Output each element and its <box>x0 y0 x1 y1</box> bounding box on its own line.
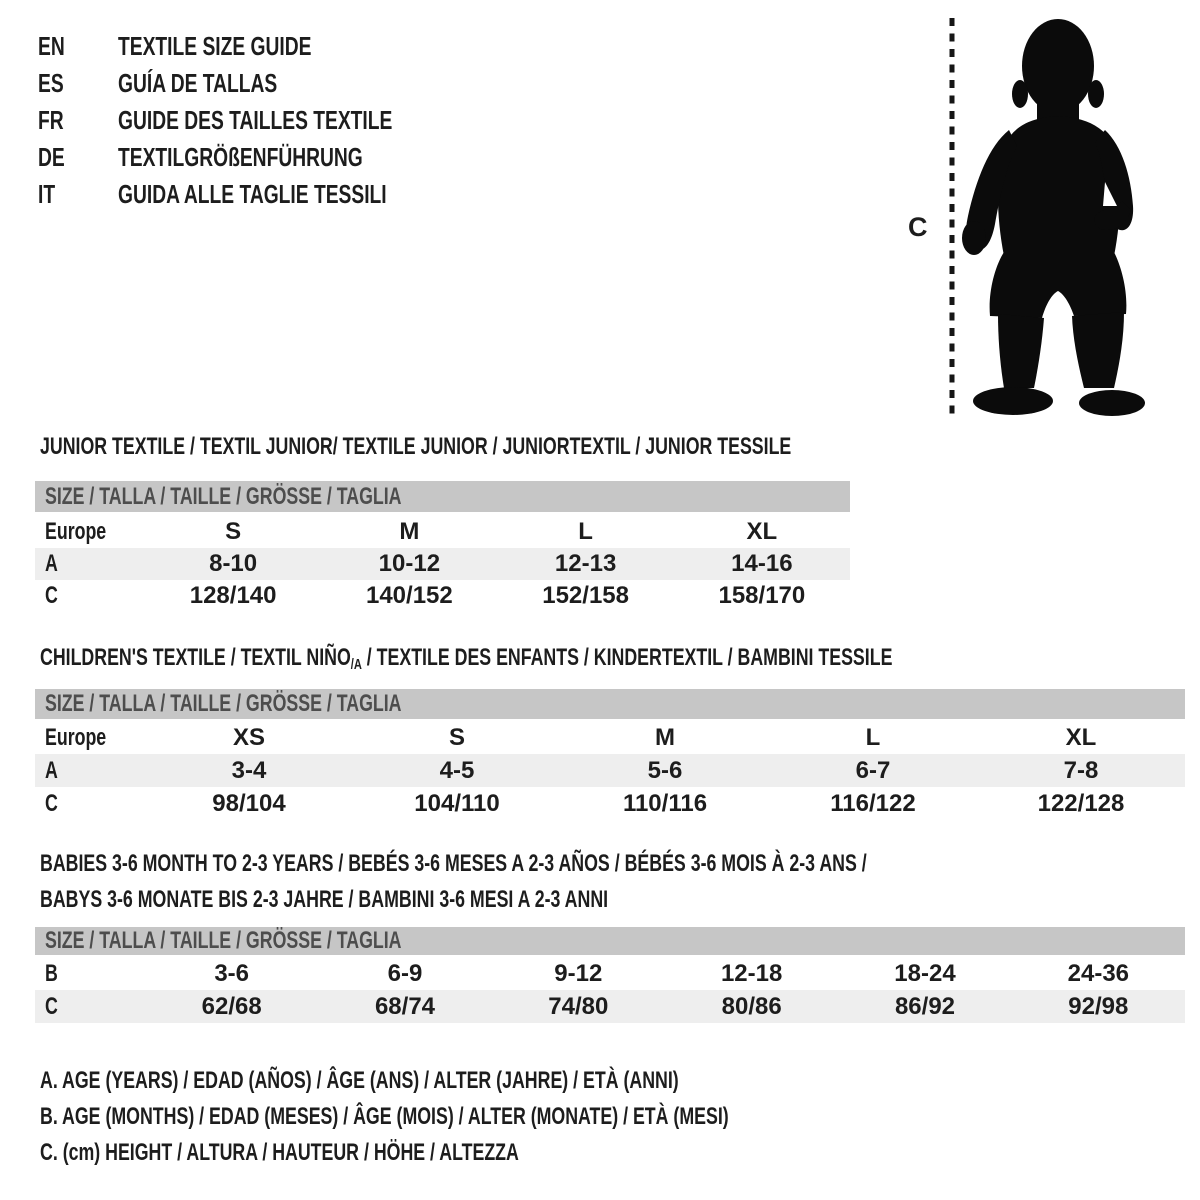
value-cell: S <box>448 723 465 751</box>
value-cell: 14-16 <box>731 550 793 577</box>
value-cell: 110/116 <box>622 789 708 817</box>
row-label-cell: C <box>45 789 58 817</box>
table-row <box>35 990 1185 1023</box>
babies-size-header-bar: SIZE / TALLA / TAILLE / GRÖSSE / TAGLIA <box>35 927 1185 955</box>
lang-row-de <box>38 139 489 176</box>
value-cell: 74/80 <box>548 992 609 1020</box>
value-cell: XL <box>746 518 778 545</box>
value-cell: 140/152 <box>365 582 453 609</box>
figure-height-label: C <box>908 212 928 242</box>
legend-line-a: A. AGE (YEARS) / EDAD (AÑOS) / ÂGE (ANS) / ALTER (JAHRE) / ETÀ (ANNI) <box>40 1067 679 1094</box>
value-cell: 12-18 <box>720 959 783 987</box>
table-row <box>35 787 1185 820</box>
value-cell: 104/110 <box>414 789 500 817</box>
value-cell: M <box>655 723 675 751</box>
value-cell: S <box>225 518 242 545</box>
lang-code: ES <box>38 68 64 98</box>
junior-section-title: JUNIOR TEXTILE / TEXTIL JUNIOR/ TEXTILE JUNIOR / JUNIORTEXTIL / JUNIOR TESSILE <box>40 433 792 460</box>
lang-code: FR <box>38 105 64 135</box>
row-label-cell: Europe <box>45 518 107 545</box>
legend-line-c: C. (cm) HEIGHT / ALTURA / HAUTEUR / HÖHE / ALTEZZA <box>40 1139 519 1166</box>
value-cell: 4-5 <box>439 756 475 784</box>
value-cell: XS <box>232 723 265 751</box>
row-label-cell: A <box>45 756 58 784</box>
value-cell: 18-24 <box>894 959 956 987</box>
babies-section-title: BABIES 3-6 MONTH TO 2-3 YEARS / BEBÉS 3-6 MESES A 2-3 AÑOS / BÉBÉS 3-6 MOIS À 2-3 ANS / BABYS 3-6 MONATE BIS 2-3 JAHRE / BAMBINI 3-6 MESI A 2-3 ANNI <box>40 850 867 913</box>
legend-line-b: B. AGE (MONTHS) / EDAD (MESES) / ÂGE (MOIS) / ALTER (MONATE) / ETÀ (MESI) <box>40 1103 729 1130</box>
junior-size-table <box>35 516 850 612</box>
value-cell: 3-4 <box>231 756 267 784</box>
value-cell: 128/140 <box>189 582 277 609</box>
table-row <box>35 516 850 548</box>
babies-size-table <box>35 957 1185 1023</box>
lang-row-it <box>38 176 489 213</box>
toddler-silhouette-icon <box>945 14 1145 424</box>
table-row <box>35 580 850 612</box>
value-cell: 24-36 <box>1067 959 1130 987</box>
lang-row-en <box>38 28 489 65</box>
value-cell: 62/68 <box>201 992 262 1020</box>
junior-size-header-bar: SIZE / TALLA / TAILLE / GRÖSSE / TAGLIA <box>35 481 850 512</box>
language-title-block <box>38 28 489 213</box>
children-size-table <box>35 721 1185 820</box>
lang-label: TEXTILE SIZE GUIDE <box>118 31 312 61</box>
value-cell: 8-10 <box>209 550 258 577</box>
lang-label: GUIDA ALLE TAGLIE TESSILI <box>118 179 387 209</box>
value-cell: 6-9 <box>387 959 423 987</box>
value-cell: 7-8 <box>1063 756 1099 784</box>
value-cell: 92/98 <box>1068 992 1129 1020</box>
value-cell: 10-12 <box>378 550 441 577</box>
value-cell: 116/122 <box>830 789 916 817</box>
value-cell: 9-12 <box>554 959 603 987</box>
row-label-cell: C <box>45 992 58 1020</box>
value-cell: 86/92 <box>894 992 956 1020</box>
lang-label: TEXTILGRÖßENFÜHRUNG <box>118 142 363 172</box>
value-cell: XL <box>1065 723 1097 751</box>
value-cell: L <box>865 723 881 751</box>
value-cell: 68/74 <box>374 992 436 1020</box>
row-label-cell: A <box>45 550 58 577</box>
lang-label: GUÍA DE TALLAS <box>118 68 278 98</box>
value-cell: 98/104 <box>212 789 286 817</box>
value-cell: 158/170 <box>718 582 806 609</box>
children-size-header-bar: SIZE / TALLA / TAILLE / GRÖSSE / TAGLIA <box>35 689 1185 719</box>
table-row <box>35 957 1185 990</box>
value-cell: 152/158 <box>542 582 629 609</box>
lang-code: EN <box>38 31 65 61</box>
value-cell: 6-7 <box>855 756 891 784</box>
value-cell: 12-13 <box>554 550 617 577</box>
table-row <box>35 721 1185 754</box>
lang-row-fr <box>38 102 489 139</box>
value-cell: M <box>399 518 420 545</box>
lang-code: IT <box>38 179 56 209</box>
row-label-cell: C <box>45 582 58 609</box>
children-section-title: CHILDREN'S TEXTILE / TEXTIL NIÑO/A / TEXTILE DES ENFANTS / KINDERTEXTIL / BAMBINI TESSILE <box>40 644 893 673</box>
title-subscript: /A <box>350 656 362 673</box>
lang-label: GUIDE DES TAILLES TEXTILE <box>118 105 393 135</box>
value-cell: 3-6 <box>214 959 249 987</box>
lang-code: DE <box>38 142 65 172</box>
table-row <box>35 754 1185 787</box>
lang-row-es <box>38 65 489 102</box>
table-row <box>35 548 850 580</box>
value-cell: 5-6 <box>647 756 683 784</box>
row-label-cell: Europe <box>45 723 107 751</box>
row-label-cell: B <box>45 959 58 987</box>
legend-block <box>40 1068 971 1176</box>
value-cell: 80/86 <box>721 992 782 1020</box>
value-cell: L <box>578 518 593 545</box>
value-cell: 122/128 <box>1037 789 1125 817</box>
